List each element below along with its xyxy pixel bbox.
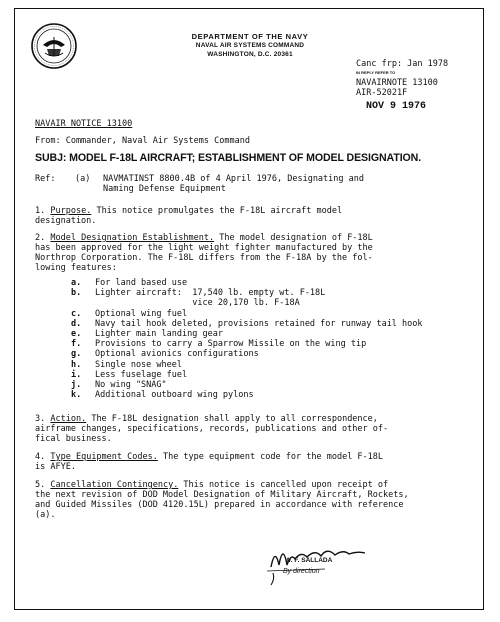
feature-letter: k. bbox=[71, 390, 82, 401]
para-type-codes-heading: Type Equipment Codes. bbox=[50, 452, 158, 462]
feature-item bbox=[71, 349, 423, 359]
subject-line: SUBJ: MODEL F-18L AIRCRAFT; ESTABLISHMENT OF MODEL DESIGNATION. bbox=[35, 152, 422, 164]
feature-letter: h. bbox=[71, 359, 82, 370]
para-purpose-number: 1. bbox=[35, 206, 46, 216]
feature-letter: j. bbox=[71, 380, 82, 391]
para-cancellation-line-4: (a). bbox=[35, 510, 56, 520]
feature-text: vice 20,170 lb. F-18A bbox=[95, 298, 300, 309]
para-cancellation-line-1 bbox=[35, 480, 388, 490]
feature-item bbox=[71, 309, 423, 319]
para-action-line-2: airframe changes, specifications, records, publications and other of- bbox=[35, 424, 389, 434]
feature-item bbox=[71, 298, 423, 308]
feature-letter: i. bbox=[71, 369, 82, 380]
para-cancellation-text: This notice is cancelled upon receipt of bbox=[178, 480, 389, 490]
feature-letter: d. bbox=[71, 318, 82, 329]
para-purpose-line-1 bbox=[35, 206, 342, 216]
feature-item bbox=[71, 288, 423, 298]
cancellation-frp: Canc frp: Jan 1978 bbox=[356, 59, 449, 69]
feature-item bbox=[71, 370, 423, 380]
feature-letter: b. bbox=[71, 288, 82, 299]
para-designation-line-1 bbox=[35, 233, 373, 243]
para-purpose-text: This notice promulgates the F-18L aircraft model bbox=[91, 206, 343, 216]
features-list bbox=[71, 278, 423, 400]
para-cancellation-number: 5. bbox=[35, 480, 46, 490]
feature-text: Lighter main landing gear bbox=[95, 329, 223, 340]
feature-text: Navy tail hook deleted, provisions retained for runway tail hook bbox=[95, 318, 423, 329]
feature-text: Lighter aircraft: 17,540 lb. empty wt. F-18L bbox=[95, 288, 326, 299]
feature-text: No wing "SNAG" bbox=[95, 380, 167, 391]
ref-line-2: Naming Defense Equipment bbox=[103, 184, 226, 194]
by-direction-label: By direction bbox=[283, 568, 320, 575]
para-type-codes-text: The type equipment code for the model F-18L bbox=[157, 452, 384, 462]
para-action-line-3: fical business. bbox=[35, 434, 112, 444]
feature-letter: c. bbox=[71, 308, 82, 319]
para-designation-heading: Model Designation Establishment. bbox=[50, 233, 215, 243]
feature-item bbox=[71, 390, 423, 400]
feature-letter: f. bbox=[71, 339, 82, 350]
feature-item bbox=[71, 319, 423, 329]
para-type-codes-line-2: is AFYE. bbox=[35, 462, 76, 472]
date-stamp: NOV 9 1976 bbox=[366, 101, 427, 112]
feature-text: Less fuselage fuel bbox=[95, 369, 188, 380]
feature-item bbox=[71, 339, 423, 349]
from-line: From: Commander, Naval Air Systems Command bbox=[35, 136, 250, 146]
para-action-line-1 bbox=[35, 414, 378, 424]
letterhead-command: NAVAL AIR SYSTEMS COMMAND bbox=[195, 42, 305, 49]
feature-item bbox=[71, 380, 423, 390]
notice-page bbox=[14, 8, 484, 610]
signatory-name: W. F. SALLADA bbox=[285, 557, 333, 564]
para-designation-line-3: Northrop Corporation. The F-18L differs from the F-18A by the fol- bbox=[35, 253, 373, 263]
para-cancellation-line-3: and Guided Missiles (DOD 4120.15L) prepared in accordance with reference bbox=[35, 500, 404, 510]
para-cancellation-line-2: the next revision of DOD Model Designation of Military Aircraft, Rockets, bbox=[35, 490, 409, 500]
feature-letter bbox=[71, 298, 95, 308]
reply-refer-note: IN REPLY REFER TO bbox=[356, 70, 396, 75]
ref-line-1: NAVMATINST 8800.4B of 4 April 1976, Designating and bbox=[103, 174, 364, 184]
feature-text: Optional wing fuel bbox=[95, 308, 188, 319]
letterhead-department: DEPARTMENT OF THE NAVY bbox=[191, 32, 309, 41]
para-cancellation-heading: Cancellation Contingency. bbox=[50, 480, 179, 490]
feature-text: Single nose wheel bbox=[95, 359, 182, 370]
feature-letter: e. bbox=[71, 329, 82, 340]
ref-item-marker: (a) bbox=[75, 174, 91, 184]
feature-letter: a. bbox=[71, 278, 82, 288]
ref-label: Ref: bbox=[35, 174, 56, 184]
letterhead-address: WASHINGTON, D.C. 20361 bbox=[207, 51, 293, 58]
feature-text: For land based use bbox=[95, 278, 188, 288]
navy-seal-icon bbox=[31, 23, 77, 69]
para-designation-number: 2. bbox=[35, 233, 46, 243]
feature-item bbox=[71, 278, 423, 288]
para-purpose-heading: Purpose. bbox=[50, 206, 92, 216]
para-type-codes-number: 4. bbox=[35, 452, 46, 462]
feature-text: Optional avionics configurations bbox=[95, 349, 259, 360]
para-designation-text: The model designation of F-18L bbox=[214, 233, 373, 243]
para-action-number: 3. bbox=[35, 414, 46, 424]
feature-text: Additional outboard wing pylons bbox=[95, 390, 254, 401]
para-designation-line-2: has been approved for the light weight fighter manufactured by the bbox=[35, 243, 373, 253]
para-purpose-line-2: designation. bbox=[35, 216, 97, 226]
feature-letter: g. bbox=[71, 349, 82, 360]
notice-id: NAVAIR NOTICE 13100 bbox=[35, 119, 133, 129]
feature-item bbox=[71, 329, 423, 339]
feature-item bbox=[71, 360, 423, 370]
navairnote-number: NAVAIRNOTE 13100 bbox=[356, 78, 438, 88]
para-action-text: The F-18L designation shall apply to all correspondence, bbox=[86, 414, 378, 424]
para-action-heading: Action. bbox=[50, 414, 87, 424]
para-designation-line-4: lowing features: bbox=[35, 263, 117, 273]
para-type-codes-line-1 bbox=[35, 452, 383, 462]
feature-text: Provisions to carry a Sparrow Missile on the wing tip bbox=[95, 339, 367, 350]
office-code: AIR-52021F bbox=[356, 88, 408, 98]
